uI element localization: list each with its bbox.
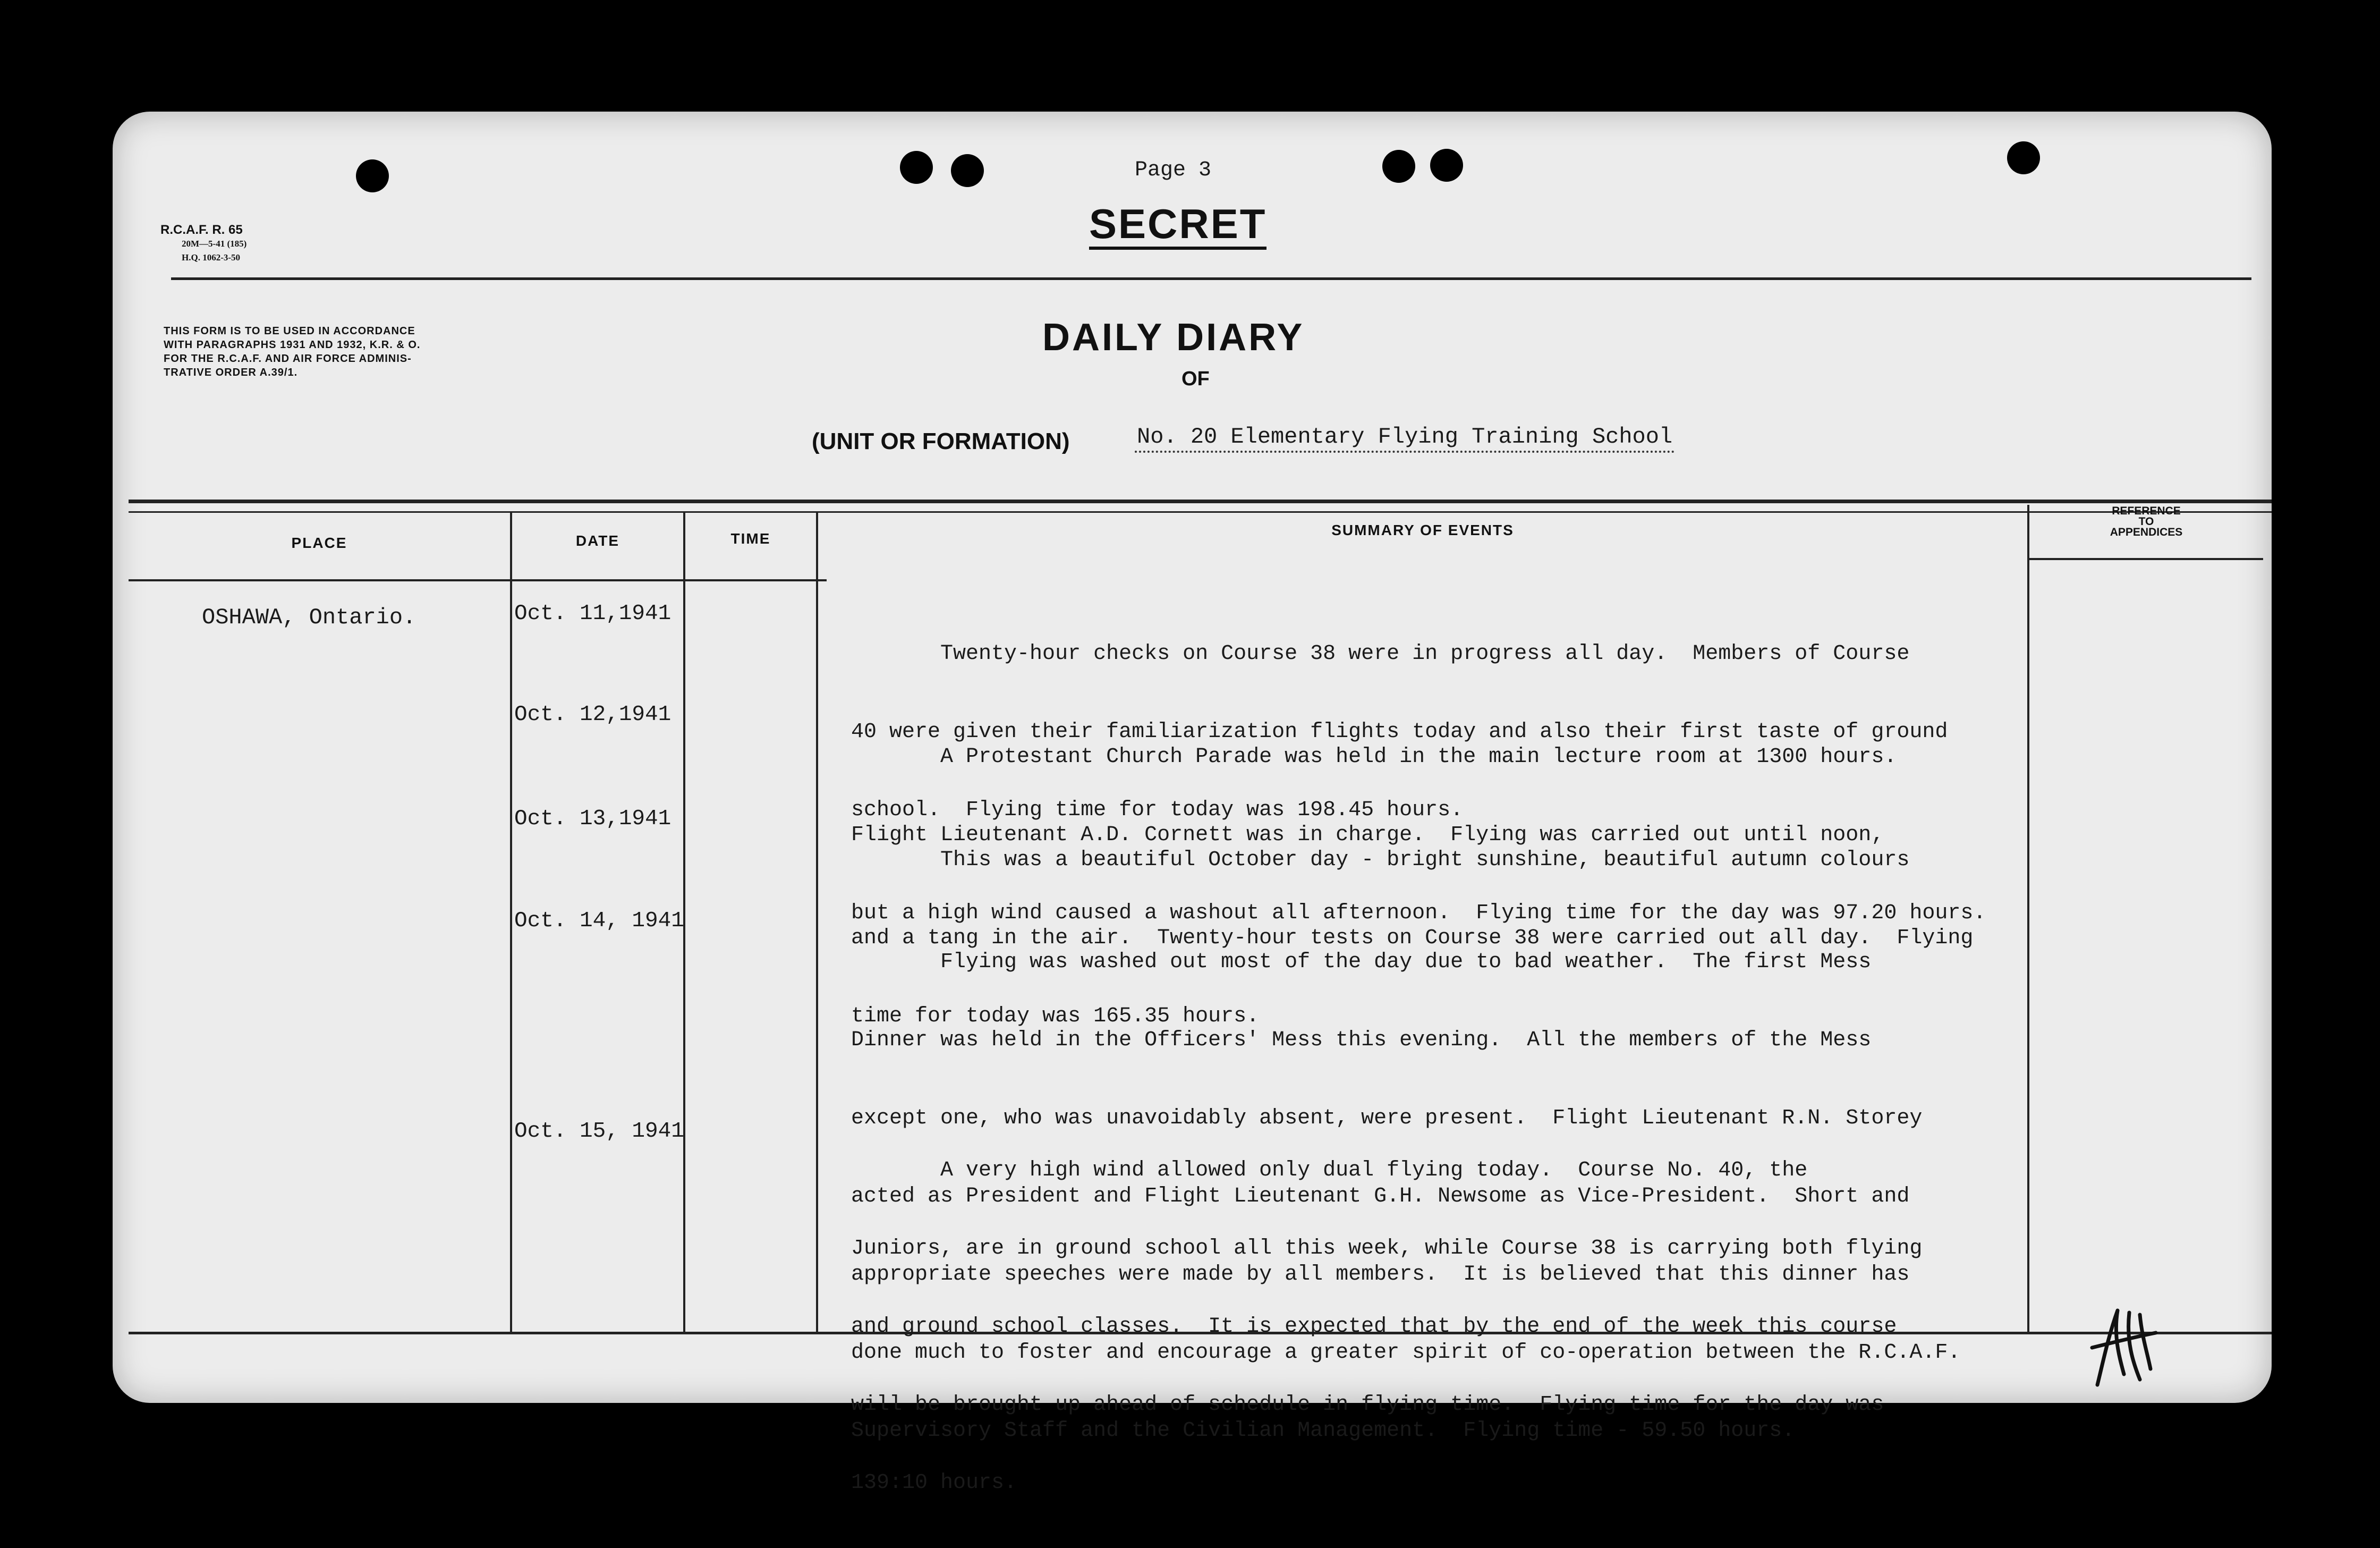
- punch-hole: [2007, 141, 2040, 174]
- summary-line: school. Flying time for today was 198.45 hours.: [851, 798, 1464, 822]
- summary-line: will be brought up ahead of schedule in flying time. Flying time for the day was: [851, 1393, 1884, 1417]
- table-column-header-underline: [129, 579, 827, 581]
- summary-line: A Protestant Church Parade was held in the main lecture room at 1300 hours.: [851, 745, 1897, 769]
- column-header-place: PLACE: [291, 535, 347, 551]
- form-code-line: H.Q. 1062-3-50: [182, 252, 241, 263]
- summary-line: and a tang in the air. Twenty-hour tests on Course 38 were carried out all day. Flying: [851, 926, 1974, 950]
- form-code: [160, 223, 246, 265]
- classification-stamp: [1089, 200, 1267, 250]
- diary-page: [113, 112, 2272, 1495]
- date-cell: Oct. 11,1941: [514, 602, 672, 626]
- summary-line: acted as President and Flight Lieutenant G.H. Newsome as Vice-President. Short and: [851, 1185, 1910, 1208]
- document-subtitle: OF: [1182, 368, 1210, 390]
- column-divider-time: [816, 511, 818, 1333]
- date-cell: Oct. 15, 1941: [514, 1119, 684, 1144]
- column-divider-summary: [2027, 505, 2029, 1333]
- punch-hole: [1382, 150, 1415, 183]
- punch-hole: [951, 154, 984, 187]
- summary-line: done much to foster and encourage a greater spirit of co-operation between the R.C.A.F.: [851, 1341, 1961, 1365]
- summary-line: 40 were given their familiarization flights today and also their first taste of ground: [851, 720, 1948, 744]
- form-code-line: R.C.A.F. R. 65: [160, 223, 243, 237]
- summary-line: and ground school classes. It is expected that by the end of the week this course: [851, 1315, 1897, 1339]
- form-note-line: TRATIVE ORDER A.39/1.: [164, 367, 298, 378]
- table-header-border: [129, 511, 2272, 513]
- ref-header-line: REFERENCE: [2112, 505, 2181, 517]
- summary-line: Supervisory Staff and the Civilian Management. Flying time - 59.50 hours.: [851, 1419, 1795, 1443]
- summary-line: Flying was washed out most of the day due to bad weather. The first Mess: [851, 950, 1872, 974]
- document-title: DAILY DIARY: [1042, 316, 1305, 359]
- summary-line: Juniors, are in ground school all this week, while Course 38 is carrying both flying: [851, 1237, 1923, 1261]
- table-top-border: [129, 500, 2272, 503]
- summary-line: 139:10 hours.: [851, 1471, 1017, 1495]
- date-cell: Oct. 13,1941: [514, 807, 672, 831]
- unit-value-text: No. 20 Elementary Flying Training School: [1137, 424, 1673, 450]
- summary-line: This was a beautiful October day - bright sunshine, beautiful autumn colours: [851, 848, 1910, 872]
- header-divider: [171, 277, 2251, 280]
- summary-line: time for today was 165.35 hours.: [851, 1004, 1260, 1028]
- form-note-line: WITH PARAGRAPHS 1931 AND 1932, K.R. & O.: [164, 339, 421, 351]
- unit-label: (UNIT OR FORMATION): [812, 428, 1070, 454]
- punch-hole: [1430, 149, 1463, 182]
- column-divider-place: [510, 511, 512, 1333]
- place-cell: OSHAWA, Ontario.: [202, 605, 416, 630]
- classification-text: SECRET: [1089, 200, 1267, 247]
- column-header-reference: [2029, 506, 2263, 538]
- summary-line: Dinner was held in the Officers' Mess this evening. All the members of the Mess: [851, 1028, 1872, 1052]
- unit-value: [1135, 424, 1674, 453]
- punch-hole: [900, 151, 933, 184]
- summary-line: but a high wind caused a washout all afternoon. Flying time for the day was 97.20 hours.: [851, 901, 1986, 925]
- summary-line: appropriate speeches were made by all members. It is believed that this dinner has: [851, 1263, 1910, 1287]
- ref-header-line: TO: [2138, 515, 2154, 528]
- form-note-line: FOR THE R.C.A.F. AND AIR FORCE ADMINIS-: [164, 353, 412, 365]
- handwritten-initials: [2087, 1300, 2161, 1390]
- form-code-line: 20M—5-41 (185): [182, 239, 247, 249]
- column-header-time: TIME: [730, 530, 771, 547]
- summary-line: Flight Lieutenant A.D. Cornett was in charge. Flying was carried out until noon,: [851, 823, 1884, 847]
- column-header-summary: SUMMARY OF EVENTS: [1331, 522, 1514, 538]
- date-cell: Oct. 12,1941: [514, 703, 672, 727]
- date-cell: Oct. 14, 1941: [514, 909, 684, 933]
- ref-header-underline: [2029, 558, 2263, 560]
- page-label: Page 3: [1135, 158, 1212, 182]
- form-note-line: THIS FORM IS TO BE USED IN ACCORDANCE: [164, 325, 415, 337]
- summary-line: except one, who was unavoidably absent, were present. Flight Lieutenant R.N. Storey: [851, 1106, 1923, 1130]
- summary-line: A very high wind allowed only dual flying today. Course No. 40, the: [851, 1158, 1808, 1182]
- column-header-date: DATE: [575, 532, 620, 549]
- summary-entry: [851, 1105, 1922, 1548]
- form-instructions: [164, 324, 420, 379]
- summary-line: Twenty-hour checks on Course 38 were in progress all day. Members of Course: [851, 642, 1910, 666]
- punch-hole: [356, 159, 389, 192]
- ref-header-line: APPENDICES: [2110, 526, 2183, 538]
